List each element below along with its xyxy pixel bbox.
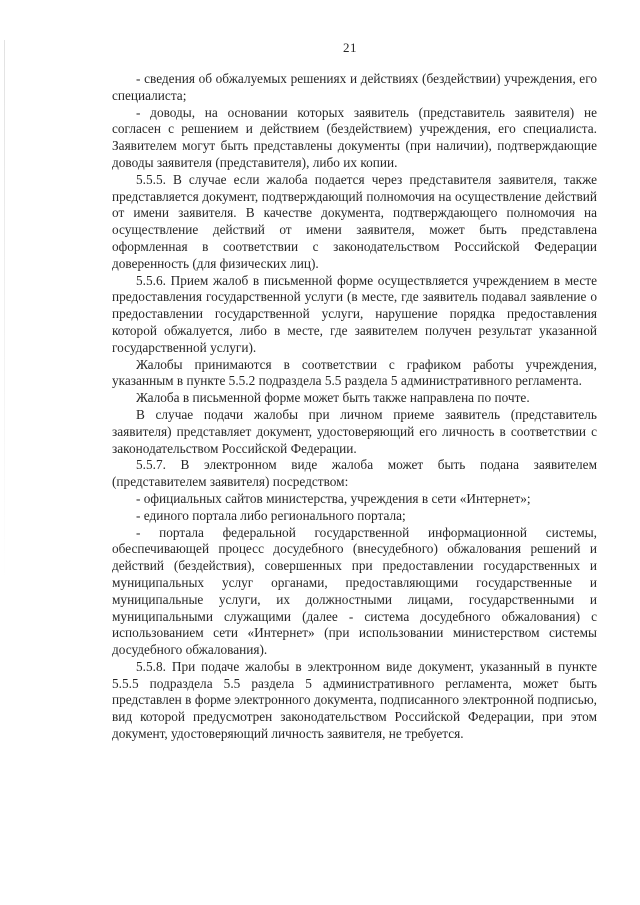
- page-number: 21: [343, 40, 357, 55]
- scan-edge-shadow: [4, 40, 5, 580]
- paragraph-5-5-6: 5.5.6. Прием жалоб в письменной форме осуществляется учреждением в месте предоставления государственной услуги (в месте, где заявитель подавал заявление о предоставлении государственной услуги, нарушение порядка предоставления которой обжалуется, либо в месте, где заявителем получен результат указанной государственной услуги).: [112, 272, 597, 355]
- paragraph-5-5-8: 5.5.8. При подаче жалобы в электронном виде документ, указанный в пункте 5.5.5 подраздела 5.5 раздела 5 административного регламента, может быть представлен в форме электронного документа, подписанного электронной подписью, вид которой предусмотрен законодательством Российской Федерации, при этом документ, удостоверяющий личность заявителя, не требуется.: [112, 658, 597, 742]
- paragraph-schedule: Жалобы принимаются в соответствии с графиком работы учреждения, указанным в пункте 5.5.2 подраздела 5.5 раздела 5 административного регламента.: [112, 356, 597, 389]
- paragraph-5-5-5: 5.5.5. В случае если жалоба подается через представителя заявителя, также представляется документ, подтверждающий полномочия на осуществление действий от имени заявителя. В качестве документа, подтверждающего полномочия на осуществление действий от имени заявителя, может быть представлена оформленная в соответствии с законодательством Российской Федерации доверенность (для физических лиц).: [112, 171, 597, 271]
- list-item-official-sites: - официальных сайтов министерства, учреждения в сети «Интернет»;: [136, 490, 531, 506]
- paragraph-arguments: - доводы, на основании которых заявитель (представитель заявителя) не согласен с решением и действием (бездействием) учреждения, его специалиста. Заявителем могут быть представлены документы (при наличии), подтверждающие доводы заявителя (представителя), либо их копии.: [112, 104, 597, 170]
- list-item-federal-system: - портала федеральной государственной информационной системы, обеспечивающей процесс досудебного (внесудебного) обжалования решений и действий (бездействия), совершенных при предоставлении государственных и муниципальных услуг органами, предоставляющими государственные и муниципальные услуги, их должностными лицами, государственными и муниципальными служащими (далее - система досудебного обжалования) с использованием сети «Интернет» (при использовании министерством системы досудебного обжалования).: [112, 524, 597, 658]
- paragraph-5-5-7: 5.5.7. В электронном виде жалоба может быть подана заявителем (представителем заявителя) посредством:: [112, 457, 597, 490]
- paragraph-personal-reception: В случае подачи жалобы при личном приеме заявитель (представитель заявителя) представляет документ, удостоверяющий его личность в соответствии с законодательством Российской Федерации.: [112, 406, 597, 456]
- list-item-portal: - единого портала либо регионального портала;: [136, 507, 406, 523]
- paragraph-complaint-info: - сведения об обжалуемых решениях и действиях (бездействии) учреждения, его специалиста;: [112, 71, 597, 103]
- document-body: [112, 71, 597, 743]
- paragraph-by-mail: Жалоба в письменной форме может быть также направлена по почте.: [136, 390, 530, 406]
